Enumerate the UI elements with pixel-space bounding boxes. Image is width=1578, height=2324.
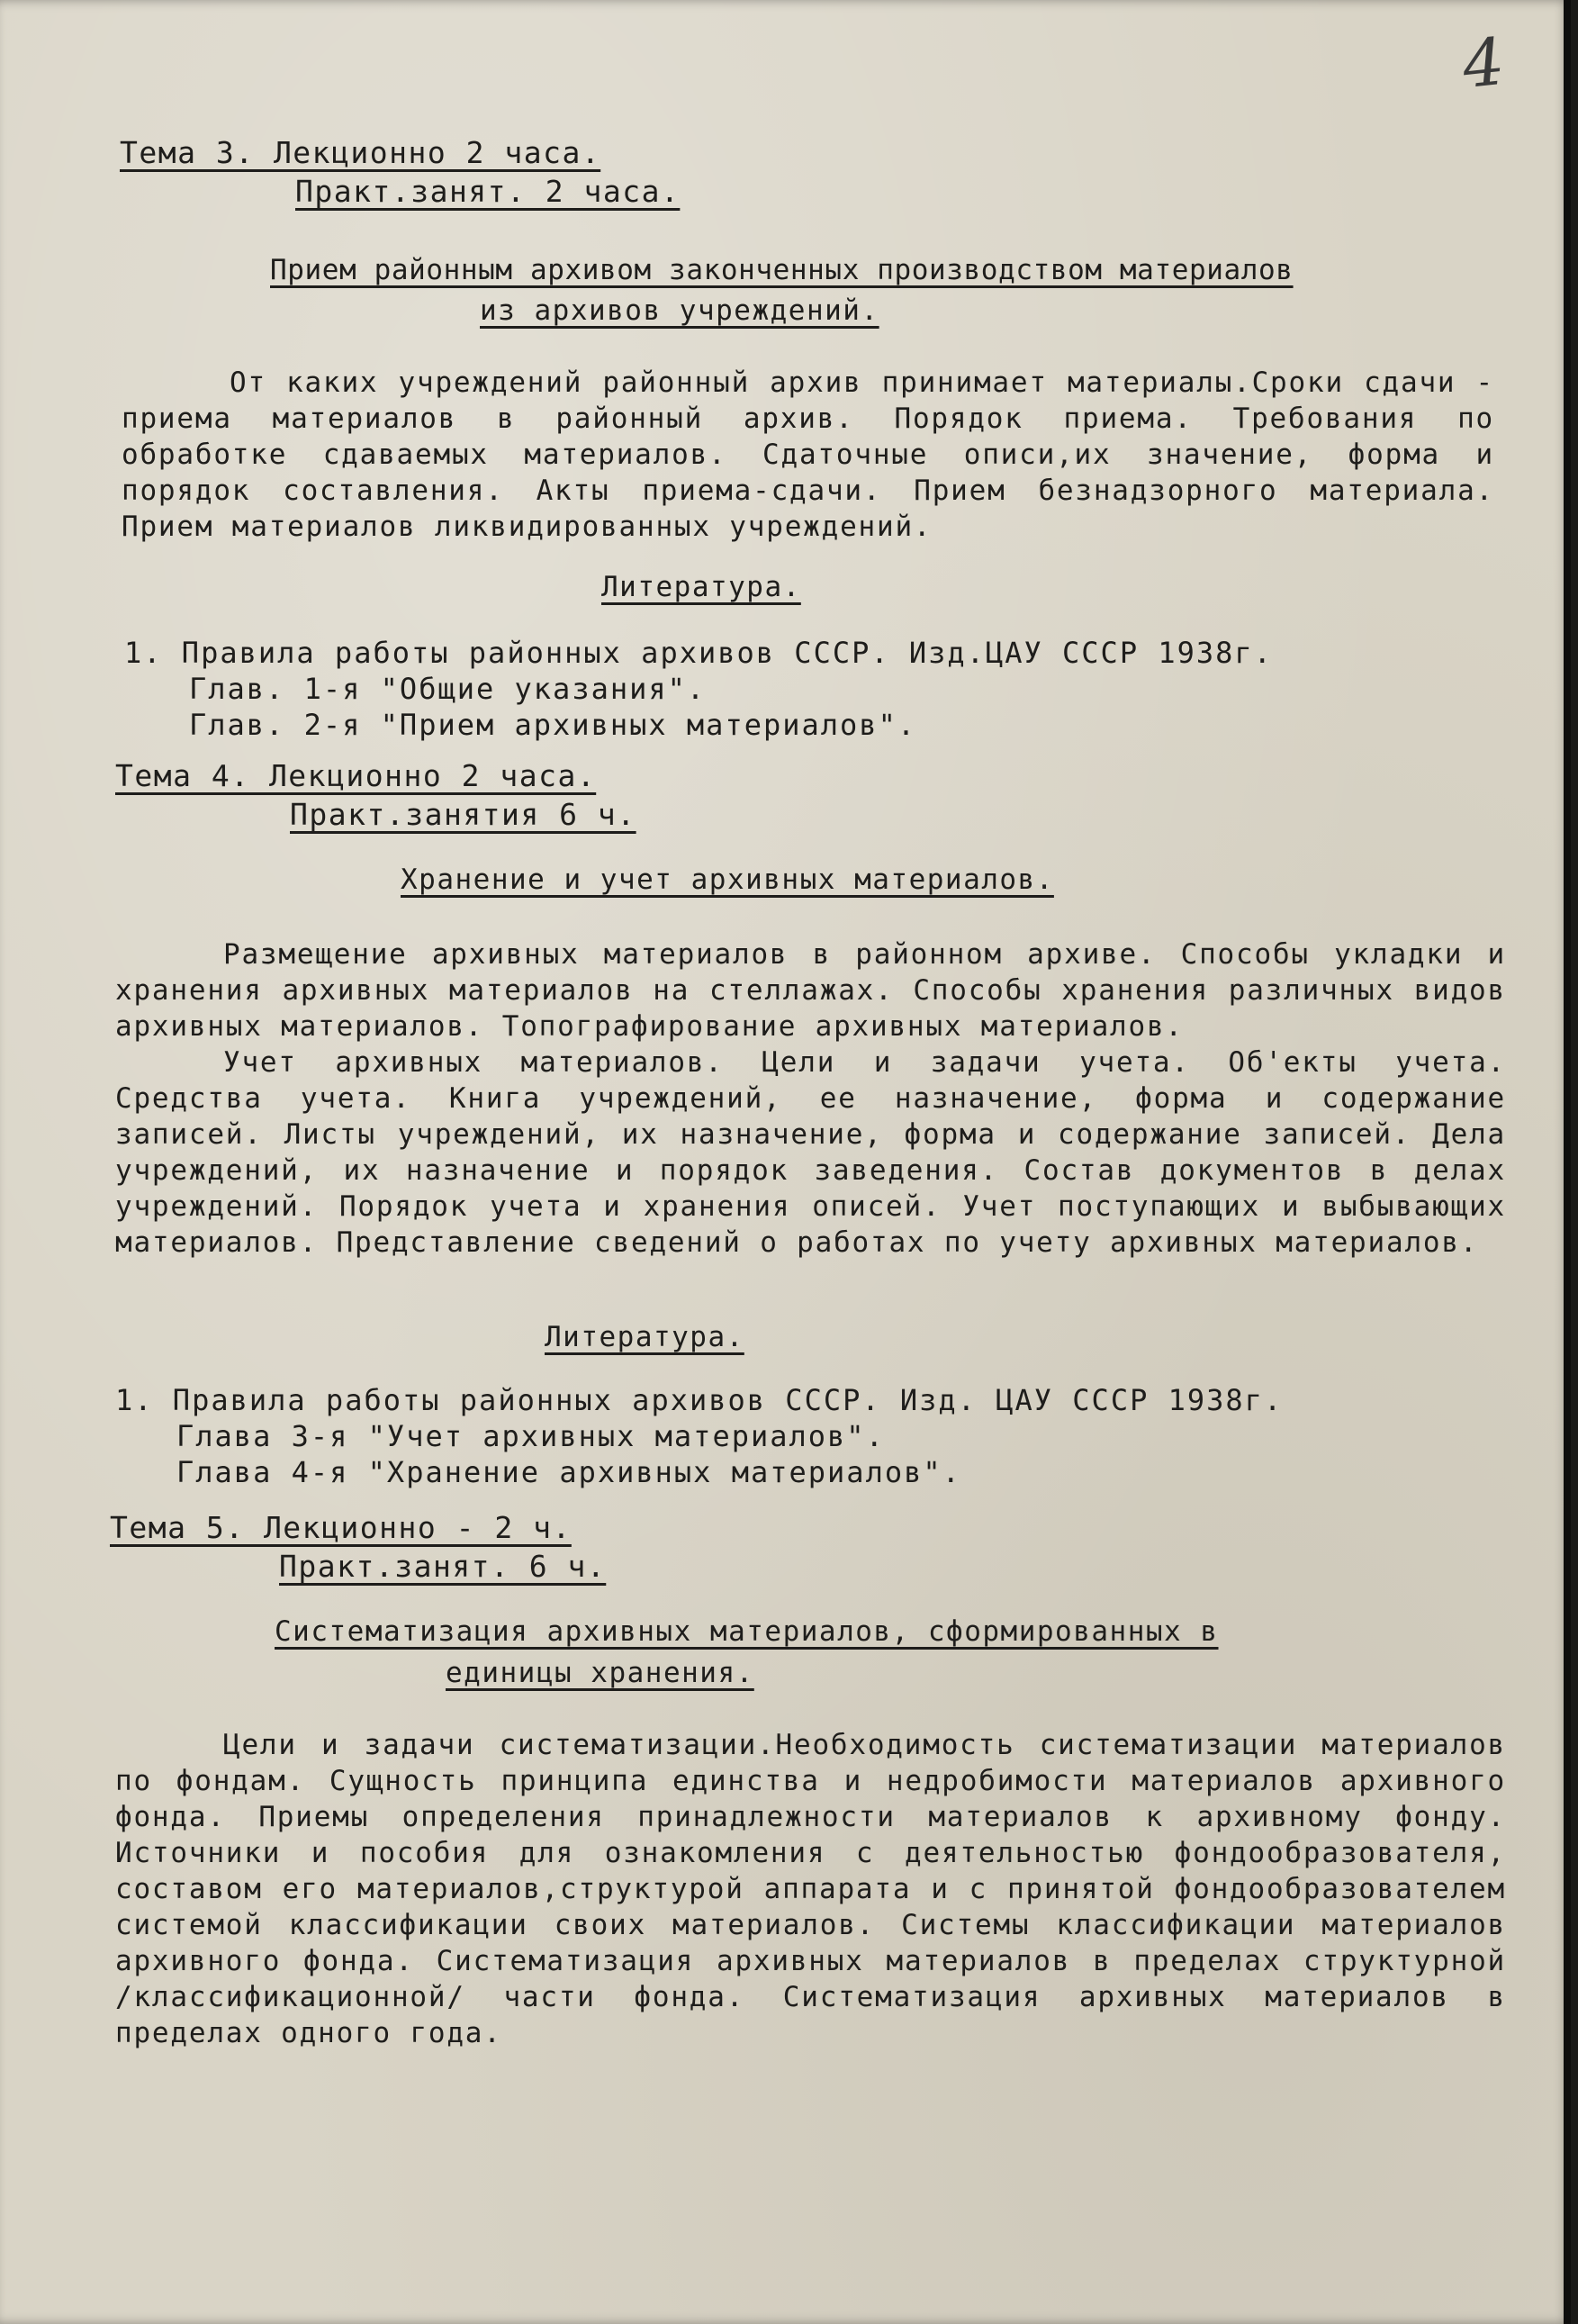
topic3-literature-heading: Литература. bbox=[601, 571, 801, 603]
topic4-literature-item: 1. Правила работы районных архивов СССР. Изд. ЦАУ СССР 1938г. bbox=[115, 1383, 1284, 1417]
topic4-body bbox=[115, 936, 1506, 1261]
topic3-title-line2: из архивов учреждений. bbox=[480, 294, 879, 327]
topic5-heading-line2: Практ.занят. 6 ч. bbox=[279, 1549, 607, 1584]
topic5-title-line1: Систематизация архивных материалов, сформированных в bbox=[275, 1615, 1219, 1648]
page-number: 4 bbox=[1458, 23, 1509, 104]
topic3-body-paragraph: От каких учреждений районный архив принимает материалы.Сроки сдачи - приема материалов в районный архив. Порядок приема. Требования по обработке сдаваемых материалов. Сдаточные описи,их значение, форма и порядок составления. Акты приема-сдачи. Прием безнадзорного материала. Прием материалов ликвидированных учреждений. bbox=[122, 366, 1494, 543]
topic4-literature-list bbox=[115, 1382, 1483, 1490]
topic5-body-paragraph: Цели и задачи систематизации.Необходимость систематизации материалов по фондам. Сущность принципа единства и недробимости материалов архивного фонда. Приемы определения принадлежности материалов к архивному фонду. Источники и пособия для ознакомления с деятельностью фондообразователя, составом его материалов,структурой аппарата и с принятой фондообразователем системой классификации своих материалов. Системы классификации материалов архивного фонда. Систематизация архивных материалов в пределах структурной /классификационной/ части фонда. Систематизация архивных материалов в пределах одного года. bbox=[115, 1729, 1506, 2049]
topic4-body-paragraph1: Размещение архивных материалов в районном архиве. Способы укладки и хранения архивных материалов на стеллажах. Способы хранения различных видов архивных материалов. Топографирование архивных материалов. bbox=[115, 938, 1506, 1043]
topic5-body bbox=[115, 1727, 1506, 2051]
topic5-heading-line1: Тема 5. Лекционно - 2 ч. bbox=[110, 1510, 572, 1545]
topic3-literature-sub2: Глав. 2-я "Прием архивных материалов". bbox=[189, 708, 917, 742]
topic4-heading-line2: Практ.занятия 6 ч. bbox=[290, 797, 636, 832]
topic4-literature-heading: Литература. bbox=[545, 1321, 744, 1353]
topic3-heading-line2: Практ.занят. 2 часа. bbox=[295, 174, 681, 209]
topic4-heading-line1: Тема 4. Лекционно 2 часа. bbox=[115, 758, 597, 793]
topic4-title: Хранение и учет архивных материалов. bbox=[401, 864, 1054, 896]
topic3-literature-sub1: Глав. 1-я "Общие указания". bbox=[189, 672, 707, 706]
topic3-title-line1: Прием районным архивом законченных производством материалов bbox=[270, 254, 1294, 286]
topic3-heading-line1: Тема 3. Лекционно 2 часа. bbox=[120, 135, 601, 170]
topic4-literature-sub2: Глава 4-я "Хранение архивных материалов". bbox=[176, 1455, 961, 1489]
page-edge-shadow bbox=[1564, 0, 1571, 2324]
topic3-body bbox=[122, 365, 1494, 545]
topic4-literature-sub1: Глава 3-я "Учет архивных материалов". bbox=[176, 1419, 885, 1453]
topic3-literature-list bbox=[124, 635, 1474, 743]
topic4-body-paragraph2: Учет архивных материалов. Цели и задачи учета. Об'екты учета. Средства учета. Книга учреждений, ее назначение, форма и содержание записей. Листы учреждений, их назначение, форма и содержание записей. Дела учреждений, их назначение и порядок заведения. Состав документов в делах учреждений. Порядок учета и хранения описей. Учет поступающих и выбывающих материалов. Представление сведений о работах по учету архивных материалов. bbox=[115, 1046, 1506, 1259]
topic5-title-line2: единицы хранения. bbox=[446, 1657, 754, 1689]
topic3-literature-item: 1. Правила работы районных архивов СССР. Изд.ЦАУ СССР 1938г. bbox=[124, 636, 1273, 670]
